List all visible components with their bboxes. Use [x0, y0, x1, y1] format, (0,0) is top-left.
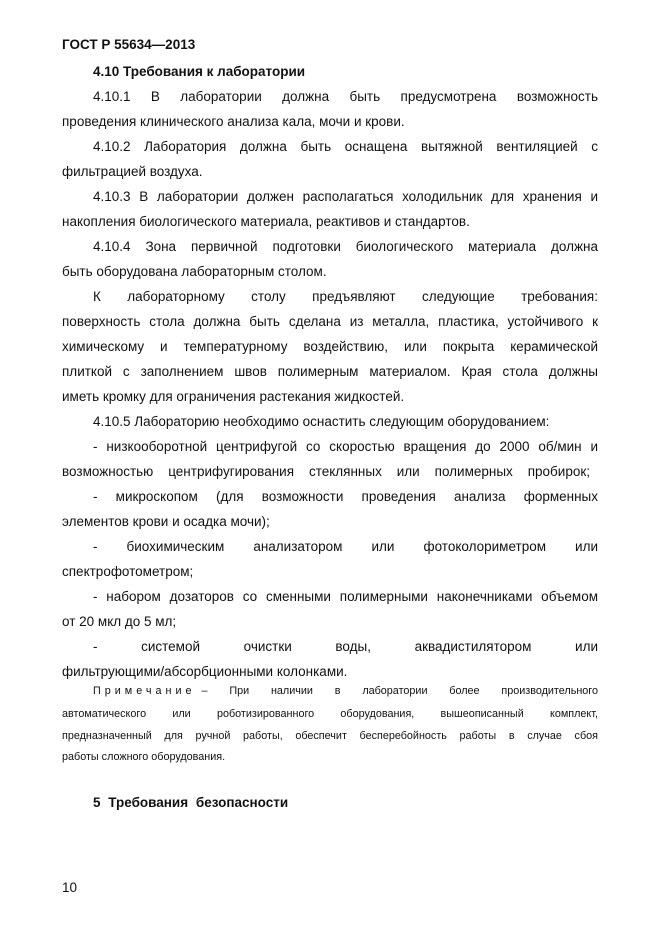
- note-line: работы сложного оборудования.: [62, 751, 226, 763]
- paragraph-line: 4.10.3 В лаборатории должен располагаться холодильник для хранения и: [93, 189, 598, 204]
- list-item-line: - набором дозаторов со сменными полимерными наконечниками объемом: [93, 589, 598, 604]
- paragraph-line: К лабораторному столу предъявляют следующие требования:: [93, 289, 598, 304]
- list-item-line: фильтрующими/абсорбционными колонками.: [62, 664, 348, 679]
- paragraph-line: химическому и температурному воздействию, или покрыта керамической: [62, 339, 598, 354]
- paragraph-line: быть оборудована лабораторным столом.: [62, 264, 327, 279]
- note-line: [93, 684, 598, 698]
- list-item-line: возможностью центрифугирования стеклянных или полимерных пробирок;: [62, 464, 590, 479]
- note-line: предназначенный для ручной работы, обеспечит бесперебойность работы в случае сбоя: [62, 730, 598, 742]
- paragraph-line: накопления биологического материала, реактивов и стандартов.: [62, 214, 470, 229]
- section-heading-4-10: 4.10 Требования к лаборатории: [93, 64, 306, 79]
- paragraph-line: фильтрацией воздуха.: [62, 164, 203, 179]
- paragraph-line: плиткой с заполнением швов полимерным материалом. Края стола должны: [62, 364, 598, 379]
- paragraph-line: 4.10.5 Лабораторию необходимо оснастить следующим оборудованием:: [93, 414, 550, 429]
- page-number: 10: [62, 880, 78, 895]
- list-item-line: - системой очистки воды, аквадистилятором или: [93, 639, 598, 654]
- paragraph-line: 4.10.1 В лаборатории должна быть предусмотрена возможность: [93, 89, 598, 104]
- section-heading-5: 5 Требования безопасности: [93, 795, 289, 810]
- note-line: автоматического или роботизированного оборудования, вышеописанный комплект,: [62, 708, 598, 720]
- note-text: – При наличии в лаборатории более производительного: [201, 685, 598, 697]
- list-item-line: - биохимическим анализатором или фотоколориметром или: [93, 539, 598, 554]
- paragraph-line: иметь кромку для ограничения растекания жидкостей.: [62, 389, 405, 404]
- paragraph-line: 4.10.2 Лаборатория должна быть оснащена вытяжной вентиляцией с: [93, 139, 598, 154]
- list-item-line: элементов крови и осадка мочи);: [62, 514, 270, 529]
- list-item-line: - низкооборотной центрифугой со скоростью вращения до 2000 об/мин и: [93, 439, 598, 454]
- paragraph-line: поверхность стола должна быть сделана из металла, пластика, устойчивого к: [62, 314, 598, 329]
- paragraph-line: проведения клинического анализа кала, мочи и крови.: [62, 114, 405, 129]
- list-item-line: спектрофотометром;: [62, 564, 194, 579]
- document-code-header: ГОСТ Р 55634—2013: [62, 37, 196, 52]
- paragraph-line: 4.10.4 Зона первичной подготовки биологического материала должна: [93, 239, 598, 254]
- list-item-line: - микроскопом (для возможности проведения анализа форменных: [93, 489, 598, 504]
- list-item-line: от 20 мкл до 5 мл;: [62, 614, 177, 629]
- note-label: Примечание: [93, 685, 196, 697]
